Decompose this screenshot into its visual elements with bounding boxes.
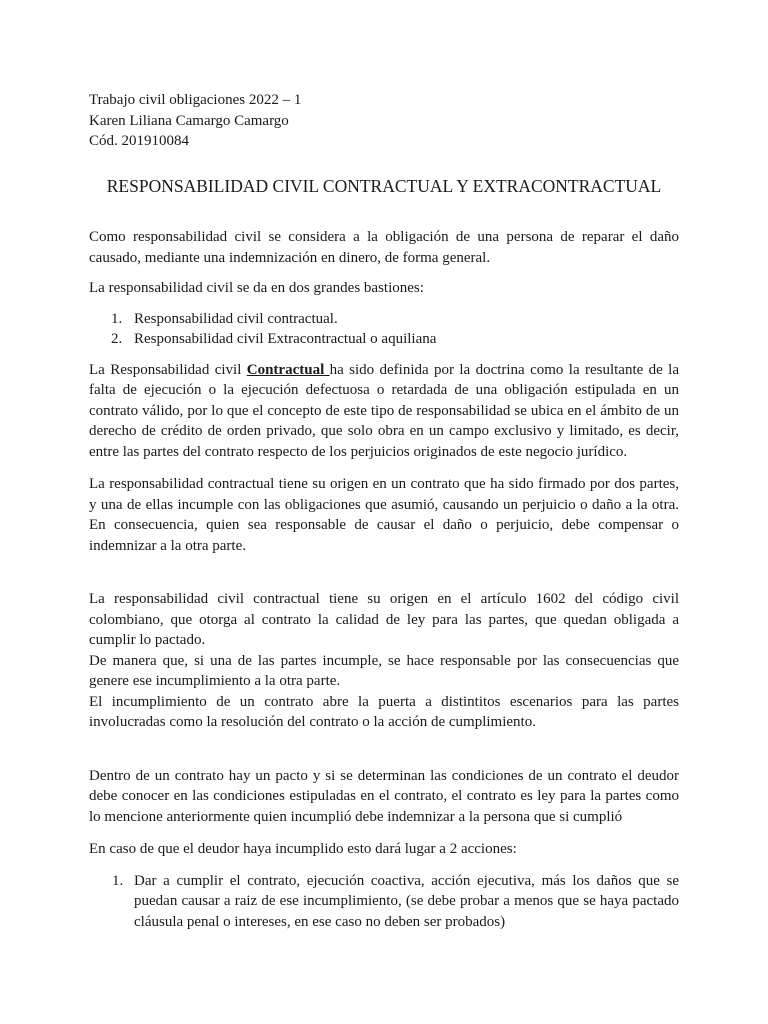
header-course: Trabajo civil obligaciones 2022 – 1 xyxy=(89,92,302,108)
list-item-number: 1. xyxy=(111,310,123,327)
list-item xyxy=(89,309,679,330)
paragraph-text: La Responsabilidad civil xyxy=(89,361,247,378)
paragraph-article-1602: La responsabilidad civil contractual tiene su origen en el artículo 1602 del código civil colombiano, que otorga al contrato la calidad de ley para las partes, que quedan obligada a cumplir lo pactado. xyxy=(89,591,679,648)
paragraph-text: ha sido definida por la doctrina como la resultante de la falta de ejecución o la ejecución defectuosa o retardada de una obligación estipulada en un contrato válido, por lo que el concepto de este tipo de responsabilidad se ubica en el ámbito de un derecho de crédito de orden privado, que solo obra en un campo exclusivo y limitado, es decir, entre las partes del contrato respecto de los perjuicios originados de este negocio jurídico. xyxy=(89,361,679,460)
paragraph-contractual-definition xyxy=(89,360,679,463)
paragraph-contractual-origin: La responsabilidad contractual tiene su origen en un contrato que ha sido firmado por dos partes, y una de ellas incumple con las obligaciones que asumió, causando un perjuicio o daño a la otra. En consecuencia, quien sea responsable de causar el daño o perjuicio, debe compensar o indemnizar a la otra parte. xyxy=(89,476,679,554)
paragraph-contract-pact: Dentro de un contrato hay un pacto y si se determinan las condiciones de un contrato el deudor debe conocer en las condiciones estipuladas en el contrato, el contrato es ley para la partes como lo mencione anteriormente quien incumplió debe indemnizar a la persona que si cumplió xyxy=(89,767,679,825)
paragraph-definition: Como responsabilidad civil se considera a la obligación de una persona de reparar el daño causado, mediante una indemnización en dinero, de forma general. xyxy=(89,229,679,266)
document-title: RESPONSABILIDAD CIVIL CONTRACTUAL Y EXTRACONTRACTUAL xyxy=(106,176,662,196)
header-code: Cód. 201910084 xyxy=(89,133,190,149)
list-item-number: 2. xyxy=(111,331,123,347)
header-author: Karen Liliana Camargo Camargo xyxy=(89,112,289,129)
paragraph-consequences: De manera que, si una de las partes incumple, se hace responsable por las consecuencias que genere ese incumplimiento a la otra parte. xyxy=(89,652,679,689)
paragraph-breach-scenarios: El incumplimiento de un contrato abre la puerta a distintitos escenarios para las partes involucradas como la resolución del contrato o la acción de cumplimiento. xyxy=(89,693,679,730)
paragraph-bastions: La responsabilidad civil se da en dos grandes bastiones: xyxy=(89,280,424,296)
highlighted-term: Contractual xyxy=(246,361,330,378)
paragraph-actions-intro: En caso de que el deudor haya incumplido esto dará lugar a 2 acciones: xyxy=(89,841,517,857)
actions-list xyxy=(89,871,679,933)
document-body xyxy=(89,227,679,932)
list-item-text: Responsabilidad civil contractual. xyxy=(134,310,338,327)
bastions-list xyxy=(89,309,679,350)
document-header xyxy=(89,90,301,152)
list-item xyxy=(89,871,679,933)
list-item-number: 1. xyxy=(112,872,124,889)
list-item xyxy=(89,329,679,350)
list-item-text: Dar a cumplir el contrato, ejecución coactiva, acción ejecutiva, más los daños que se puedan causar a raiz de ese incumplimiento, (se debe probar a menos que se haya pactado cláusula penal o intereses, en ese caso no deben ser probados) xyxy=(134,872,679,930)
list-item-text: Responsabilidad civil Extracontractual o aquiliana xyxy=(134,331,437,347)
